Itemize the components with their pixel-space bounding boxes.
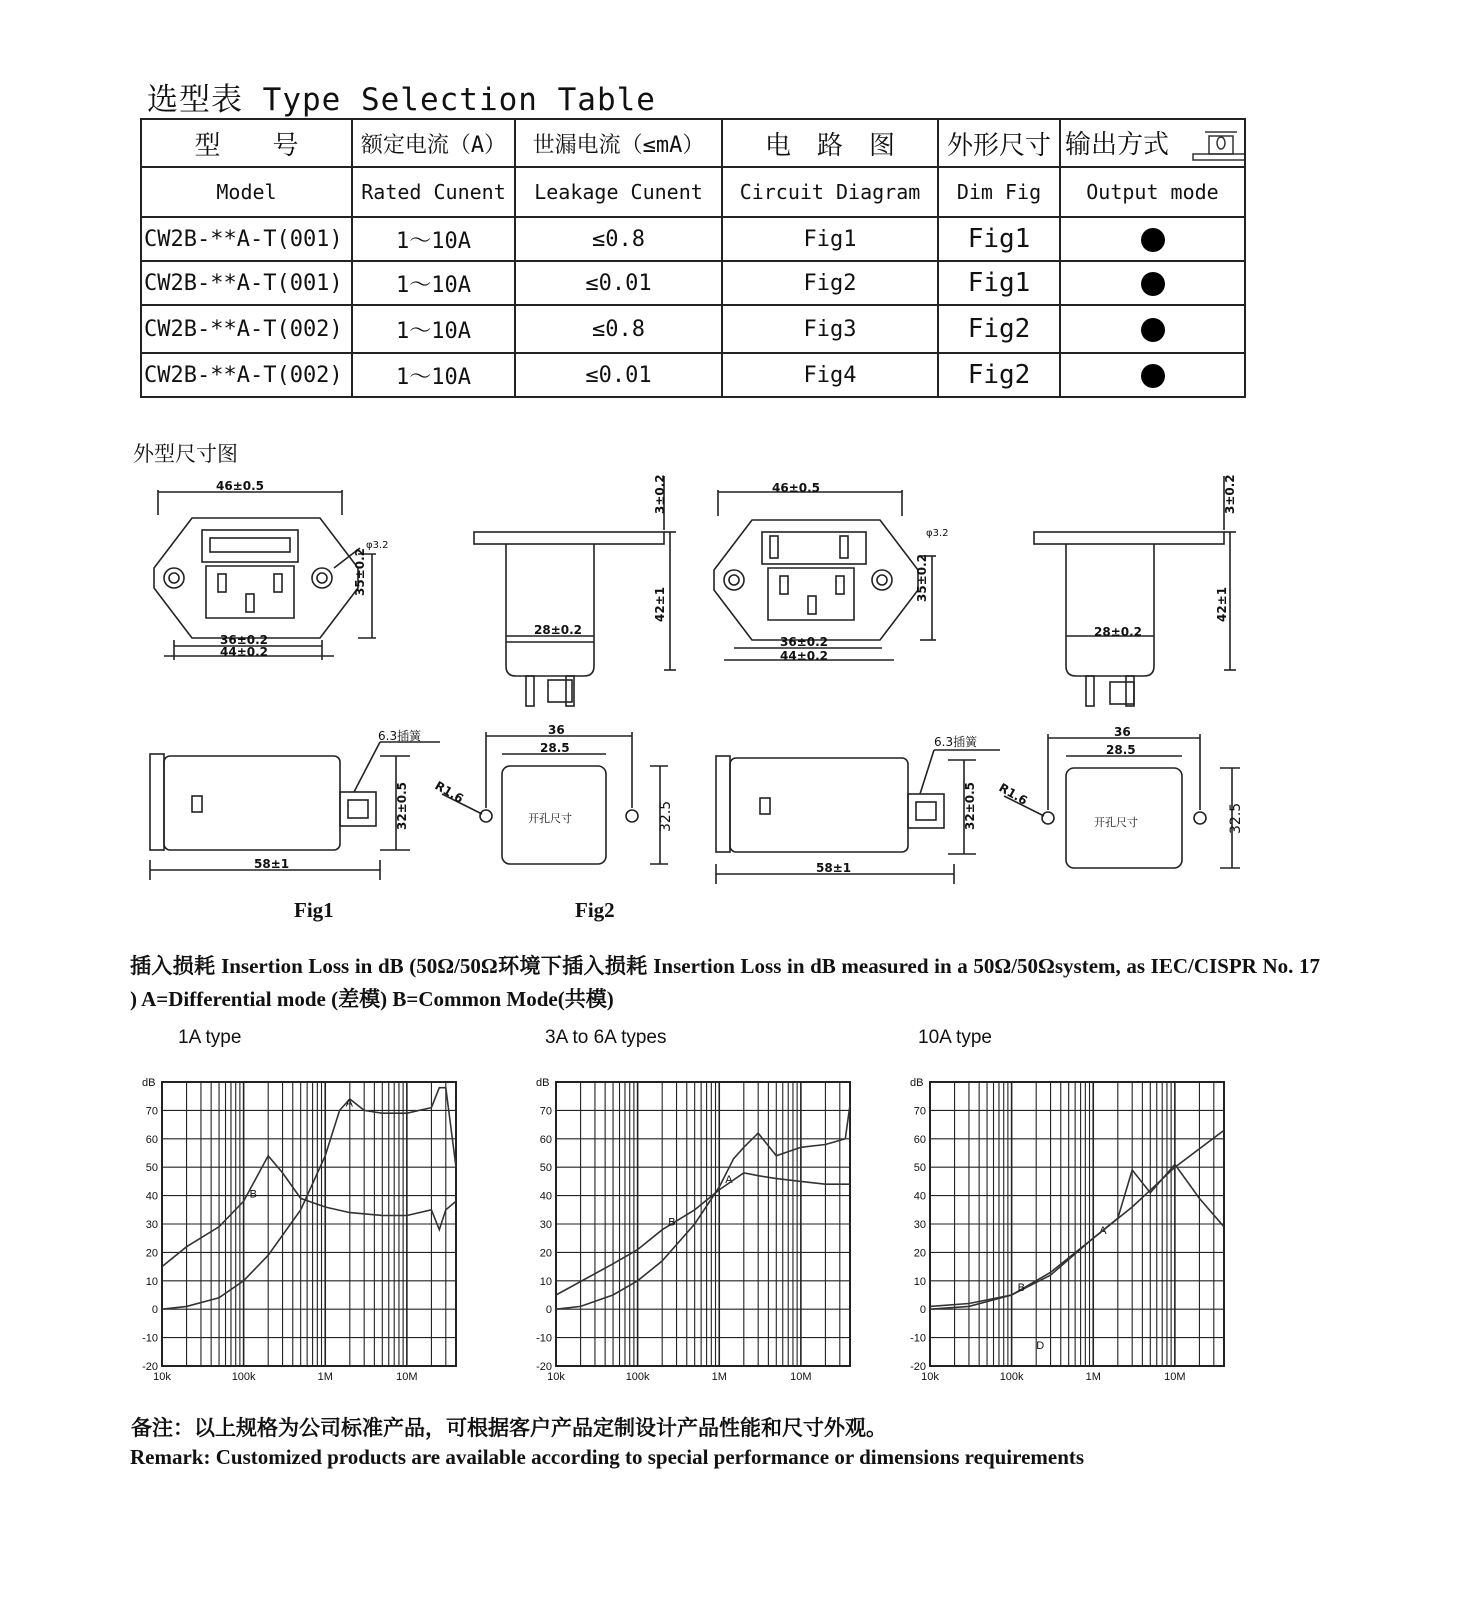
fig2-width-label: 46±0.5 <box>772 481 821 495</box>
chart-3-title: 10A type <box>918 1027 992 1048</box>
table-header-cn <box>141 119 1245 167</box>
remark-en: Remark: Customized products are available according to special performance or dimensions requirements <box>130 1445 1085 1469</box>
cell-rated: 1～10A <box>352 353 515 397</box>
y-tick-label: 30 <box>539 1219 552 1231</box>
y-tick-label: 30 <box>913 1219 926 1231</box>
series-line-B <box>930 1130 1224 1309</box>
y-tick-label: 30 <box>145 1219 158 1231</box>
fig1-hole-label: φ3.2 <box>366 540 389 551</box>
y-tick-label: 70 <box>539 1105 552 1118</box>
y-tick-label: -10 <box>910 1332 926 1345</box>
y-tick-label: 60 <box>913 1133 926 1146</box>
header-model-cn: 型 号 <box>141 119 352 167</box>
x-tick-label: 1M <box>711 1371 727 1383</box>
x-tick-label: 10k <box>153 1371 171 1383</box>
series-label: B <box>249 1188 257 1201</box>
table-row <box>141 353 1245 397</box>
y-tick-label: 40 <box>539 1190 552 1203</box>
x-tick-label: 10M <box>790 1371 812 1383</box>
series-label: A <box>725 1174 733 1187</box>
fig1-side-view <box>474 476 676 706</box>
fig2-side-view <box>1034 476 1236 706</box>
fig2-cutout-text: 开孔尺寸 <box>1094 816 1138 829</box>
fig2-flange-label: 3±0.2 <box>1223 474 1237 514</box>
fig2-radius-label: R1.6 <box>996 780 1030 808</box>
series-label: B <box>1017 1282 1025 1294</box>
y-tick-label: 40 <box>145 1190 158 1203</box>
cell-circuit: Fig3 <box>722 305 938 353</box>
x-tick-label: 1M <box>317 1371 333 1383</box>
fig1-cutout-inner-label: 28.5 <box>540 741 570 755</box>
header-leakage: Leakage Cunent <box>515 167 722 217</box>
insertion-loss-description: 插入损耗 Insertion Loss in dB (50Ω/50Ω环境下插入损耗 Insertion Loss in dB measured in a 50Ω/50Ωsystem, as IEC/CISPR No. 17 ) A=Differential mode (差模) B=Common Mode(共模) <box>130 954 1320 1011</box>
fig2-height-label: 35±0.2 <box>915 553 929 602</box>
x-tick-label: 10M <box>1164 1371 1186 1383</box>
y-tick-label: 20 <box>913 1247 926 1260</box>
y-tick-label: -10 <box>142 1332 158 1345</box>
y-tick-label: 60 <box>145 1133 158 1146</box>
header-output-cn <box>1060 119 1245 167</box>
series-line-A <box>930 1164 1224 1306</box>
y-tick-label: 50 <box>539 1162 552 1175</box>
fig1-cutout-text: 开孔尺寸 <box>528 812 572 825</box>
output-dot-icon <box>1141 364 1165 388</box>
series-label: A <box>1099 1225 1107 1238</box>
cell-output <box>1060 353 1245 397</box>
fig2-outer-label: 44±0.2 <box>780 649 829 663</box>
fig1-length-label: 58±1 <box>254 857 290 871</box>
output-dot-icon <box>1141 318 1165 342</box>
series-label: B <box>668 1216 676 1229</box>
cell-circuit: Fig4 <box>722 353 938 397</box>
y-tick-label: 40 <box>913 1190 926 1203</box>
fig2-hole-label: φ3.2 <box>926 528 949 539</box>
header-rated-cn: 额定电流（A） <box>352 119 515 167</box>
output-dot-icon <box>1141 272 1165 296</box>
x-tick-label: 100k <box>231 1371 256 1383</box>
cell-model: CW2B-**A-T(002) <box>141 353 352 397</box>
cell-output <box>1060 261 1245 305</box>
chart-3a-6a-types <box>522 1072 862 1392</box>
cell-dim: Fig1 <box>938 261 1060 305</box>
fig2-label: Fig2 <box>575 898 615 922</box>
x-tick-label: 100k <box>999 1371 1024 1383</box>
table-row <box>141 305 1245 353</box>
cell-model: CW2B-**A-T(002) <box>141 305 352 353</box>
fig2-depth-label: 42±1 <box>1215 586 1229 622</box>
y-tick-label: 0 <box>545 1304 552 1317</box>
fig2-length-label: 58±1 <box>816 861 852 875</box>
header-leakage-cn: 世漏电流（≤mA） <box>515 119 722 167</box>
header-dim: Dim Fig <box>938 167 1060 217</box>
chart-1a-type <box>128 1072 468 1392</box>
fig1-mount-label: 36±0.2 <box>220 633 269 647</box>
dimension-section-title: 外型尺寸图 <box>133 442 238 466</box>
fig1-outer-label: 44±0.2 <box>220 645 269 659</box>
fig1-cutout-width-label: 36 <box>548 723 565 737</box>
cell-rated: 1～10A <box>352 217 515 261</box>
fig2-cutout-width-label: 36 <box>1114 725 1131 739</box>
remark-cn: 备注：以上规格为公司标准产品，可根据客户产品定制设计产品性能和尺寸外观。 <box>131 1416 887 1440</box>
fig2-body-label: 28±0.2 <box>1094 625 1143 639</box>
cell-model: CW2B-**A-T(001) <box>141 217 352 261</box>
table-header-en <box>141 167 1245 217</box>
fig1-terminal-height-label: 32±0.5 <box>395 781 409 830</box>
y-axis-label: dB <box>142 1077 156 1089</box>
fig1-radius-label: R1.6 <box>432 778 466 806</box>
header-dim-cn: 外形尺寸 <box>938 119 1060 167</box>
chart-grid <box>556 1082 850 1366</box>
y-tick-label: 20 <box>539 1247 552 1260</box>
fig1-flange-label: 3±0.2 <box>653 474 667 514</box>
header-circuit: Circuit Diagram <box>722 167 938 217</box>
header-model: Model <box>141 167 352 217</box>
fig2-terminal-label: 6.3插簧 <box>934 735 978 749</box>
type-selection-table <box>140 118 1246 398</box>
cell-circuit: Fig1 <box>722 217 938 261</box>
chart-2-title: 3A to 6A types <box>545 1027 667 1048</box>
table-row <box>141 261 1245 305</box>
x-tick-label: 10k <box>921 1371 939 1383</box>
cell-rated: 1～10A <box>352 305 515 353</box>
cell-dim: Fig2 <box>938 305 1060 353</box>
cell-output <box>1060 305 1245 353</box>
cell-leakage: ≤0.8 <box>515 217 722 261</box>
y-tick-label: 60 <box>539 1133 552 1146</box>
y-tick-label: 10 <box>913 1275 926 1288</box>
header-circuit-cn: 电 路 图 <box>722 119 938 167</box>
x-tick-label: 1M <box>1085 1371 1101 1383</box>
fig1-terminal-label: 6.3插簧 <box>378 729 422 743</box>
chart-1-title: 1A type <box>178 1027 242 1048</box>
cell-leakage: ≤0.01 <box>515 261 722 305</box>
fig1-body-label: 28±0.2 <box>534 623 583 637</box>
fig1-height-label: 35±0.2 <box>353 547 367 596</box>
y-tick-label: 50 <box>145 1162 158 1175</box>
fig2-cutout-inner-label: 28.5 <box>1106 743 1136 757</box>
cell-leakage: ≤0.8 <box>515 305 722 353</box>
fig2-mount-label: 36±0.2 <box>780 635 829 649</box>
y-tick-label: 20 <box>145 1247 158 1260</box>
header-rated: Rated Cunent <box>352 167 515 217</box>
cell-leakage: ≤0.01 <box>515 353 722 397</box>
cell-dim: Fig2 <box>938 353 1060 397</box>
y-axis-label: dB <box>536 1077 550 1089</box>
chart-grid <box>930 1082 1224 1366</box>
x-tick-label: 10M <box>396 1371 418 1383</box>
y-tick-label: 0 <box>151 1304 158 1317</box>
y-tick-label: -20 <box>142 1361 158 1373</box>
y-tick-label: 10 <box>145 1275 158 1288</box>
header-output: Output mode <box>1060 167 1245 217</box>
y-tick-label: -10 <box>536 1332 552 1345</box>
table-row <box>141 217 1245 261</box>
series-line-A <box>556 1105 850 1310</box>
x-tick-label: 10k <box>547 1371 565 1383</box>
fig1-cutout-height-label: 32.5 <box>658 800 674 832</box>
cell-output <box>1060 217 1245 261</box>
series-line-A <box>162 1088 456 1310</box>
series-label: A <box>345 1097 353 1110</box>
cell-circuit: Fig2 <box>722 261 938 305</box>
series-line-B <box>556 1173 850 1295</box>
header-output-cn-label: 输出方式 <box>1065 129 1170 160</box>
y-tick-label: 70 <box>145 1105 158 1118</box>
y-tick-label: 70 <box>913 1105 926 1118</box>
terminal-icon <box>1191 128 1245 162</box>
annotation-label: D <box>1036 1339 1045 1352</box>
fig2-terminal-height-label: 32±0.5 <box>963 781 977 830</box>
dimension-drawings <box>120 470 1260 890</box>
chart-10a-type <box>896 1072 1236 1392</box>
page-title: 选型表 Type Selection Table <box>147 82 656 118</box>
fig2-cutout-height-label: 32.5 <box>1228 802 1244 834</box>
chart-grid <box>162 1082 456 1366</box>
y-tick-label: 0 <box>919 1304 926 1317</box>
fig1-width-label: 46±0.5 <box>216 479 265 493</box>
output-dot-icon <box>1141 228 1165 252</box>
y-tick-label: -20 <box>536 1361 552 1373</box>
y-tick-label: -20 <box>910 1361 926 1373</box>
y-tick-label: 50 <box>913 1162 926 1175</box>
cell-rated: 1～10A <box>352 261 515 305</box>
series-line-B <box>162 1156 456 1267</box>
fig1-label: Fig1 <box>294 898 334 922</box>
x-tick-label: 100k <box>625 1371 650 1383</box>
y-tick-label: 10 <box>539 1275 552 1288</box>
y-axis-label: dB <box>910 1077 924 1089</box>
fig2-top-view <box>716 750 1000 884</box>
cell-model: CW2B-**A-T(001) <box>141 261 352 305</box>
cell-dim: Fig1 <box>938 217 1060 261</box>
fig1-depth-label: 42±1 <box>653 586 667 622</box>
